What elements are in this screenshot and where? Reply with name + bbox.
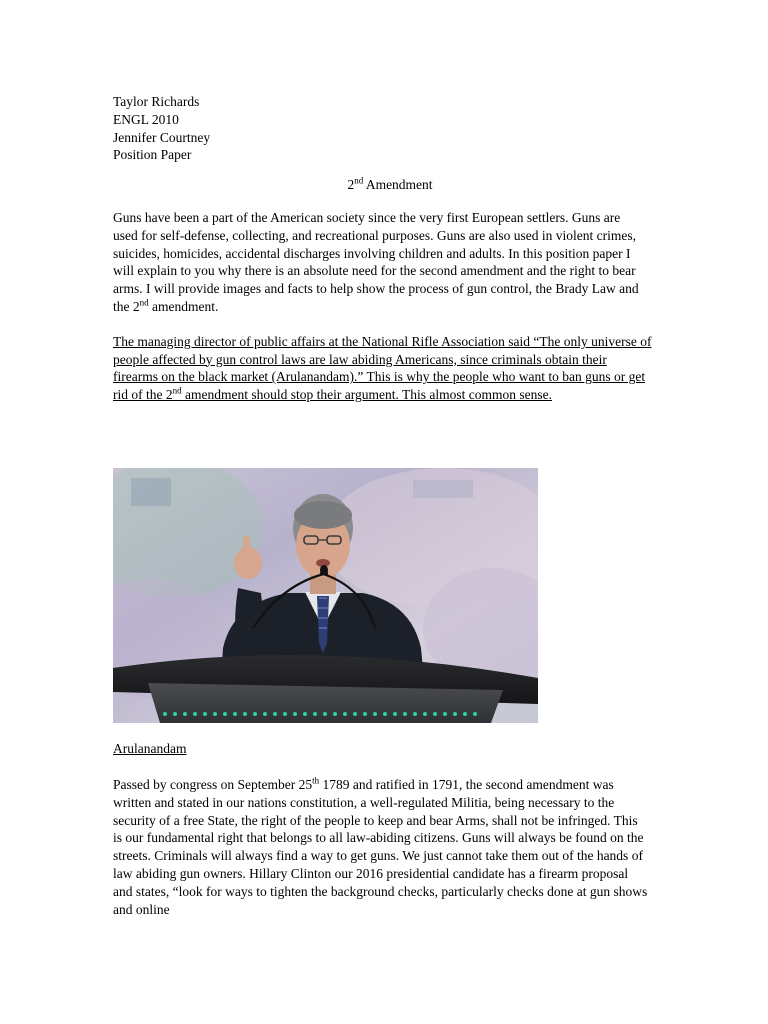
history-paragraph — [113, 776, 648, 918]
document-type: Position Paper — [113, 147, 192, 163]
image-caption: Arulanandam — [113, 741, 187, 756]
document-title — [113, 176, 653, 194]
quote-text-end: amendment should stop their argument. This almost common sense. — [181, 387, 552, 403]
quote-superscript: nd — [172, 385, 182, 396]
history-text-end: 1789 and ratified in 1791, the second amendment was written and stated in our nations constitution, a well-regulated Militia, being necessary to the security of a free State, the right of the people to keep and bear Arms, shall not be infringed. This is our fundamental right that belongs to all law-abiding citizens. Guns will always be found on the streets. Criminals will always find a way to get guns. We just cannot take them out of the hands of law abiding gun owners. Hillary Clinton our 2016 presidential candidate has a firearm proposal and states, “look for ways to tighten the background checks, particularly checks done at gun shows and online — [113, 777, 648, 917]
intro-text: Guns have been a part of the American society since the very first European settlers. Guns are used for self-defense, collecting, and recreational purposes. Guns are also used in violent crimes, suicides, homicides, accidental discharges involving children and adults. In this position paper I will explain to you why there is an absolute need for the second amendment and the right to bear arms. I will provide images and facts to help show the process of gun control, the Brady Law and the 2 — [113, 209, 639, 314]
intro-superscript: nd — [139, 297, 149, 308]
intro-paragraph — [113, 209, 648, 316]
title-prefix: 2 — [347, 177, 355, 193]
document-page — [113, 93, 653, 917]
history-superscript: th — [312, 775, 320, 786]
speaker-photo — [113, 468, 538, 723]
author-name: Taylor Richards — [113, 94, 200, 109]
course-code: ENGL 2010 — [113, 111, 179, 127]
quote-paragraph — [113, 333, 655, 404]
quote-text: The managing director of public affairs at the National Rifle Association said “The only universe of people affected by gun control laws are law abiding Americans, since criminals obtain their firearms on the black market (Arulanandam).” This is why the people who want to ban guns or get rid of the 2 — [113, 333, 652, 403]
instructor-name: Jennifer Courtney — [113, 129, 211, 145]
title-rest: Amendment — [363, 177, 433, 193]
intro-text-end: amendment. — [148, 298, 219, 314]
history-text: Passed by congress on September 25 — [113, 777, 313, 792]
title-superscript: nd — [354, 175, 364, 186]
